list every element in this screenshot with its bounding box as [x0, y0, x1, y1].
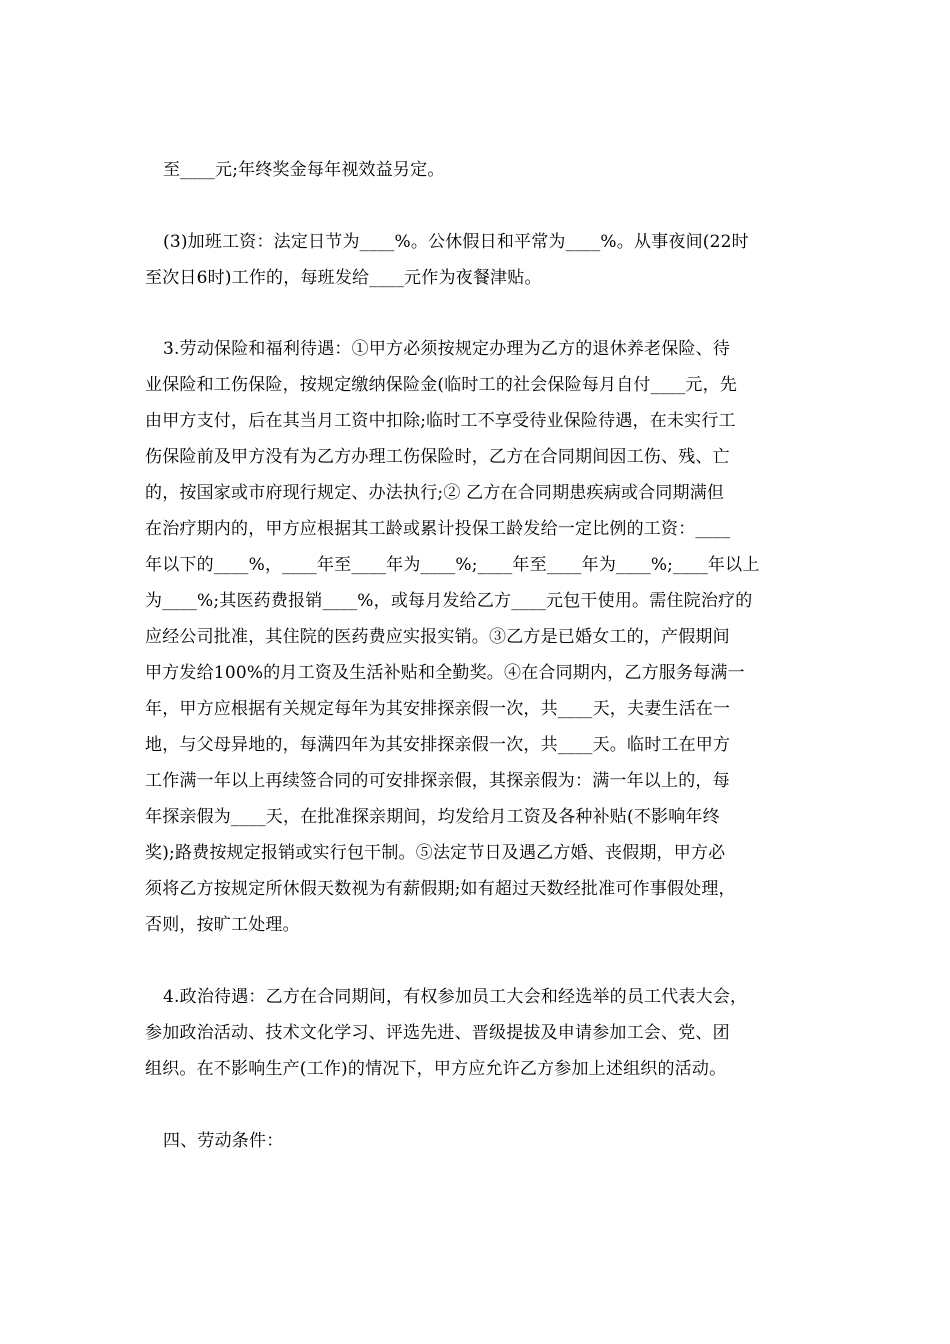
text-line: 须将乙方按规定所休假天数视为有薪假期;如有超过天数经批准可作事假处理，: [145, 879, 736, 899]
text-line: 4.政治待遇：乙方在合同期间，有权参加员工大会和经选举的员工代表大会，: [163, 987, 748, 1007]
text-line: 业保险和工伤保险，按规定缴纳保险金(临时工的社会保险每月自付____元，先: [145, 375, 738, 395]
text-line: 地，与父母异地的，每满四年为其安排探亲假一次，共____天。临时工在甲方: [145, 735, 731, 755]
text-line: 3.劳动保险和福利待遇：①甲方必须按规定办理为乙方的退休养老保险、待: [163, 339, 731, 359]
text-line: 至次日6时)工作的，每班发给____元作为夜餐津贴。: [145, 268, 542, 288]
text-line: 年以下的____%，____年至____年为____%;____年至____年为____%;____年以上: [145, 555, 760, 575]
text-line: 年，甲方应根据有关规定每年为其安排探亲假一次，共____天，夫妻生活在一: [145, 699, 731, 719]
text-line: 年探亲假为____天，在批准探亲期间，均发给月工资及各种补贴(不影响年终: [145, 807, 720, 827]
text-line: 的，按国家或市府现行规定、办法执行;② 乙方在合同期患疾病或合同期满但: [145, 483, 725, 503]
text-line: 否则，按旷工处理。: [145, 915, 300, 935]
text-line: 由甲方支付，后在其当月工资中扣除;临时工不享受待业保险待遇，在未实行工: [145, 411, 736, 431]
text-line: 至____元;年终奖金每年视效益另定。: [163, 160, 445, 180]
text-line: (3)加班工资：法定日节为____%。公休假日和平常为____%。从事夜间(22时: [163, 232, 749, 252]
text-line: 在治疗期内的，甲方应根据其工龄或累计投保工龄发给一定比例的工资：____: [145, 519, 731, 539]
text-line: 应经公司批准，其住院的医药费应实报实销。③乙方是已婚女工的，产假期间: [145, 627, 730, 647]
section-heading: 四、劳动条件：: [163, 1131, 284, 1151]
text-line: 为____%;其医药费报销____%，或每月发给乙方____元包干使用。需住院治疗的: [145, 591, 753, 611]
text-line: 工作满一年以上再续签合同的可安排探亲假，其探亲假为：满一年以上的，每: [145, 771, 730, 791]
text-line: 甲方发给100%的月工资及生活补贴和全勤奖。④在合同期内，乙方服务每满一: [145, 663, 745, 683]
text-line: 奖);路费按规定报销或实行包干制。⑤法定节日及遇乙方婚、丧假期，甲方必: [145, 843, 726, 863]
text-line: 组织。在不影响生产(工作)的情况下，甲方应允许乙方参加上述组织的活动。: [145, 1059, 727, 1079]
text-line: 伤保险前及甲方没有为乙方办理工伤保险时，乙方在合同期间因工伤、残、亡: [145, 447, 730, 467]
text-line: 参加政治活动、技术文化学习、评选先进、晋级提拔及申请参加工会、党、团: [145, 1023, 730, 1043]
